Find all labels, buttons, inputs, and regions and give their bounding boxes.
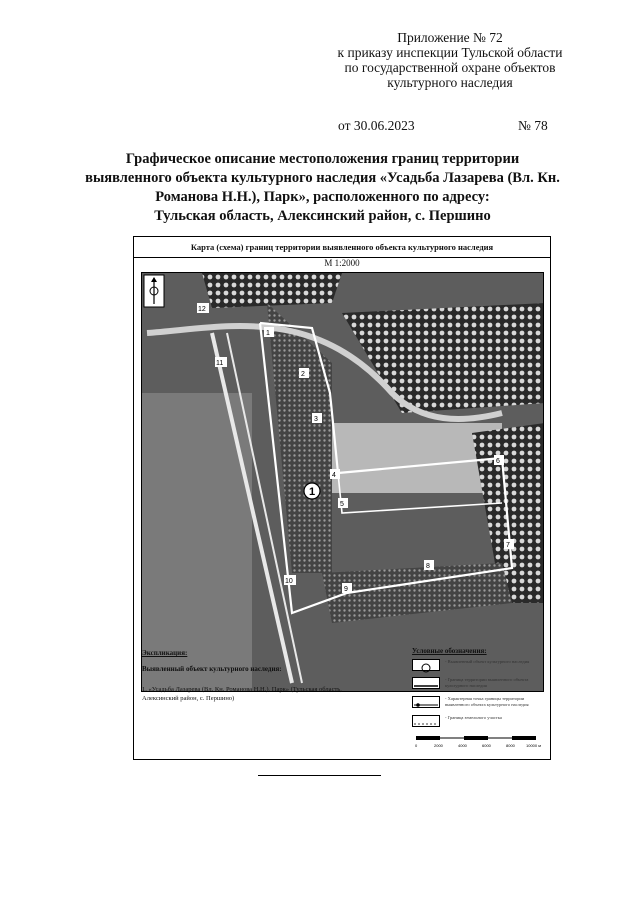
legend-object-symbol [412, 659, 440, 671]
appendix-line-2: к приказу инспекции Тульской области [337, 45, 563, 60]
point-label-8: 8 [426, 563, 430, 570]
legend-row-parcel [412, 715, 547, 729]
scale-tick-4: 8000 [506, 743, 515, 748]
scale-tick-0: 0 [415, 743, 418, 748]
point-label-5: 5 [340, 501, 344, 508]
explication-title: Экспликация: [142, 649, 188, 657]
legend-text-boundary: - Граница территории выявленного объекта культурного наследия [445, 677, 529, 688]
legend-row-object [412, 659, 547, 673]
point-label-4: 4 [332, 472, 336, 479]
appendix-line-3: по государственной охране объектов [344, 60, 556, 75]
legend-text-point: - Характерная точка границы территории выявленного объекта культурного наследия [445, 696, 529, 707]
map-scheme-frame [133, 236, 551, 760]
scale-bar [414, 732, 544, 752]
map-image [142, 273, 544, 692]
point-label-3: 3 [314, 416, 318, 423]
scale-tick-2: 4000 [458, 743, 467, 748]
appendix-block [320, 30, 580, 90]
scale-tick-5: 10000 м [526, 743, 541, 748]
map-header: Карта (схема) границ территории выявленного объекта культурного наследия [134, 237, 550, 258]
explication-item: 1. «Усадьба Лазарева (Вл. Кн. Романова Н.Н.), Парк» (Тульская область, Алексинский район, с. Першино) [142, 686, 342, 702]
point-label-10: 10 [285, 578, 293, 585]
point-label-9: 9 [344, 586, 348, 593]
title-line-2: выявленного объекта культурного наследия «Усадьба Лазарева (Вл. Кн. [85, 170, 560, 186]
point-label-11: 11 [216, 360, 224, 367]
title-line-3: Романова Н.Н.), Парк», расположенного по адресу: [155, 189, 490, 205]
point-label-6: 6 [496, 458, 500, 465]
point-label-12: 12 [198, 306, 206, 313]
explication-subtitle: Выявленный объект культурного наследия: [142, 665, 282, 673]
aerial-map [141, 272, 544, 692]
scale-tick-1: 2000 [434, 743, 443, 748]
order-number: № 78 [518, 118, 548, 133]
point-label-2: 2 [301, 371, 305, 378]
appendix-line-4: культурного наследия [387, 75, 513, 90]
legend-row-point [412, 696, 547, 710]
legend-text-object: - Выявленный объект культурного наследия [445, 659, 530, 664]
document-title [40, 150, 605, 226]
legend-point-symbol [412, 696, 440, 708]
title-line-1: Графическое описание местоположения границ территории [125, 151, 520, 167]
map-scale: М 1:2000 [324, 258, 360, 268]
order-date: от 30.06.2023 [338, 118, 415, 133]
object-marker-label: 1 [308, 486, 316, 498]
legend-parcel-symbol [412, 715, 440, 727]
signature-line [258, 775, 381, 776]
legend-row-boundary [412, 677, 547, 691]
point-label-7: 7 [506, 542, 510, 549]
legend-boundary-symbol [412, 677, 440, 689]
scale-tick-3: 6000 [482, 743, 491, 748]
point-label-1: 1 [266, 330, 270, 337]
title-line-4: Тульская область, Алексинский район, с. Першино [154, 208, 491, 224]
legend-text-parcel: - Граница земельного участка [445, 715, 502, 720]
appendix-line-1: Приложение № 72 [397, 30, 503, 45]
legend-title: Условные обозначения: [412, 647, 487, 655]
